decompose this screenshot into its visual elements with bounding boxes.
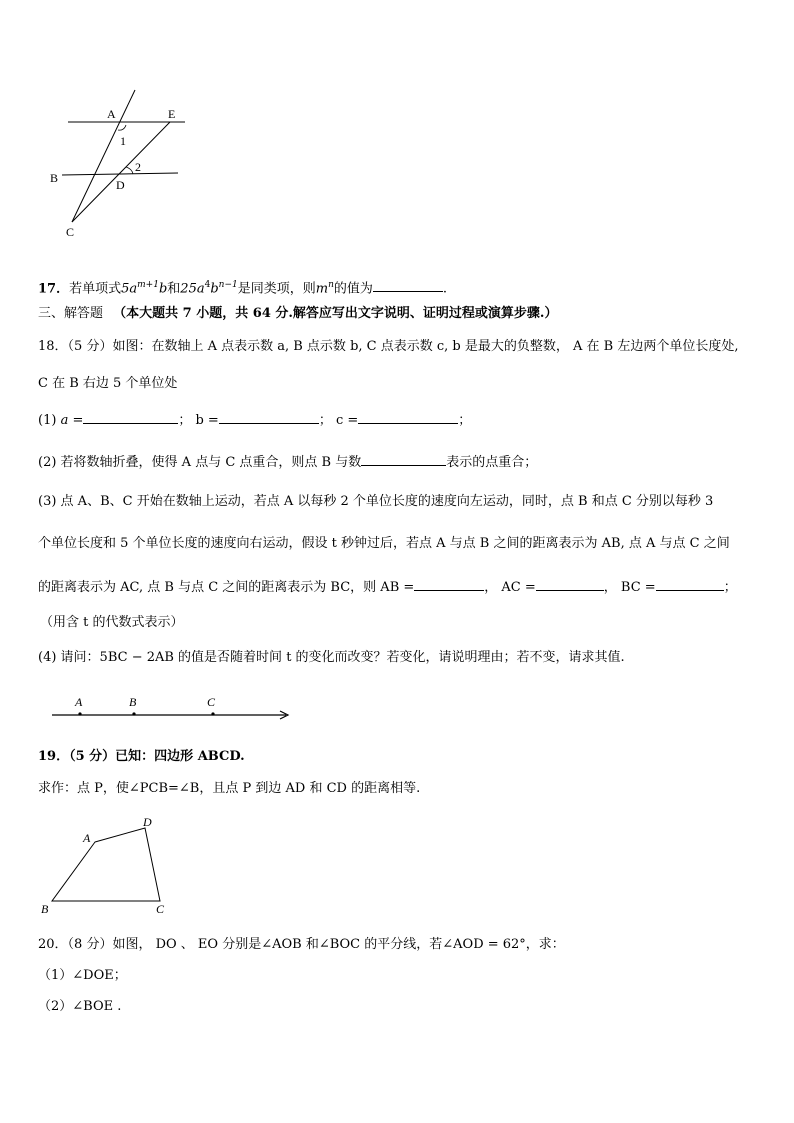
part1-c: ； c =	[318, 413, 359, 428]
label-A: A	[107, 107, 116, 121]
part3-AB: 的距离表示为 AC, 点 B 与点 C 之间的距离表示为 BC，则 AB =	[38, 580, 415, 595]
label-C: C	[66, 225, 75, 239]
answer-blank-AB[interactable]	[414, 578, 484, 591]
q17-text: 若单项式	[69, 281, 122, 297]
answer-blank-AC[interactable]	[536, 578, 604, 591]
quad-label-C: C	[156, 902, 165, 916]
q17-expr: m	[315, 281, 329, 297]
q18-part3-line3	[38, 578, 737, 596]
quadrilateral-ABCD	[52, 828, 160, 901]
q17-post: 是同类项，则	[237, 281, 316, 297]
part1-b: ； b =	[178, 413, 219, 428]
part3-AC: ， AC =	[484, 580, 536, 595]
label-2: 2	[135, 160, 141, 174]
part1-end: ；	[458, 413, 472, 428]
answer-blank-a[interactable]	[83, 411, 178, 424]
question-17	[38, 277, 447, 297]
answer-blank-fold[interactable]	[361, 453, 446, 466]
q17-sup1: m+1	[137, 280, 159, 290]
point-B	[132, 712, 135, 715]
q17-end1: 的值为	[333, 281, 373, 297]
point-C	[211, 712, 214, 715]
q19-line2: 求作：点 P，使∠PCB=∠B，且点 P 到边 AD 和 CD 的距离相等.	[38, 781, 421, 796]
q18-line1: 18．（5 分）如图：在数轴上 A 点表示数 a, B 点示数 b, C 点表示数 c, b 是最大的负整数， A 在 B 左边两个单位长度处,	[38, 339, 739, 354]
label-E: E	[168, 107, 176, 121]
section-header	[38, 306, 557, 322]
part-label: (1)	[38, 413, 57, 428]
q17-end2: .	[442, 281, 448, 297]
q17-sup2: 4	[204, 280, 211, 290]
q18-part2	[38, 453, 537, 471]
q18-part1	[38, 411, 471, 429]
part3-end: ；	[723, 580, 737, 595]
quad-label-D: D	[143, 815, 152, 829]
answer-blank[interactable]	[373, 279, 443, 292]
quad-label-A: A	[83, 831, 91, 845]
q20-line1: 20．（8 分）如图， DO 、 EO 分别是∠AOB 和∠BOC 的平分线，若∠AOD = 62°，求：	[38, 937, 565, 952]
geometry-figure-parallel-lines	[40, 85, 200, 240]
line-CA	[72, 90, 135, 222]
q18-part3-line1: (3) 点 A、B、C 开始在数轴上运动，若点 A 以每秒 2 个单位长度的速度向左运动，同时，点 B 和点 C 分别以每秒 3	[38, 494, 714, 509]
numberline-label-B: B	[129, 695, 137, 709]
part2-text: (2) 若将数轴折叠，使得 A 点与 C 点重合，则点 B 与数	[38, 455, 362, 470]
label-D: D	[116, 178, 125, 192]
label-1: 1	[120, 134, 126, 148]
q18-line2: C 在 B 右边 5 个单位处	[38, 376, 178, 391]
q17-sup3: n−1	[218, 280, 238, 290]
point-A	[78, 712, 81, 715]
q18-part4: (4) 请问：5BC − 2AB 的值是否随着时间 t 的变化而改变？若变化，请说明理由；若不变，请求其值.	[38, 650, 625, 665]
angle-1-arc	[118, 125, 126, 130]
part3-BC: ， BC =	[603, 580, 656, 595]
q18-part3-line4: （用含 t 的代数式表示）	[40, 615, 184, 630]
section-title: 三、解答题	[38, 306, 104, 321]
q17-supexpr: n	[328, 280, 334, 290]
answer-blank-b[interactable]	[219, 411, 319, 424]
quadrilateral-figure	[35, 812, 175, 920]
answer-blank-c[interactable]	[358, 411, 458, 424]
q20-part2: （2）∠BOE .	[38, 999, 122, 1014]
q17-term2: 25a	[180, 281, 205, 297]
number-line-figure	[48, 692, 298, 726]
q17-term2b: b	[210, 281, 219, 297]
part1-a: a =	[60, 413, 84, 428]
q17-mid: 和	[167, 281, 181, 297]
q17-term1: 5a	[121, 281, 138, 297]
label-B: B	[50, 171, 59, 185]
q19-line1: 19．（5 分）已知：四边形 ABCD.	[38, 749, 245, 764]
quad-label-B: B	[41, 902, 49, 916]
numberline-label-C: C	[207, 695, 216, 709]
question-number: 17．	[38, 281, 70, 297]
angle-2-arc	[126, 167, 133, 174]
q20-part1: （1）∠DOE；	[38, 968, 127, 983]
part2-end: 表示的点重合；	[446, 455, 538, 470]
q17-term1b: b	[158, 281, 168, 297]
q18-part3-line2: 个单位长度和 5 个单位长度的速度向右运动，假设 t 秒钟过后，若点 A 与点 B 之间的距离表示为 AB, 点 A 与点 C 之间	[38, 536, 730, 551]
answer-blank-BC[interactable]	[656, 578, 724, 591]
numberline-label-A: A	[75, 695, 83, 709]
section-note: （本大题共 7 小题，共 64 分.解答应写出文字说明、证明过程或演算步骤.）	[113, 306, 558, 321]
